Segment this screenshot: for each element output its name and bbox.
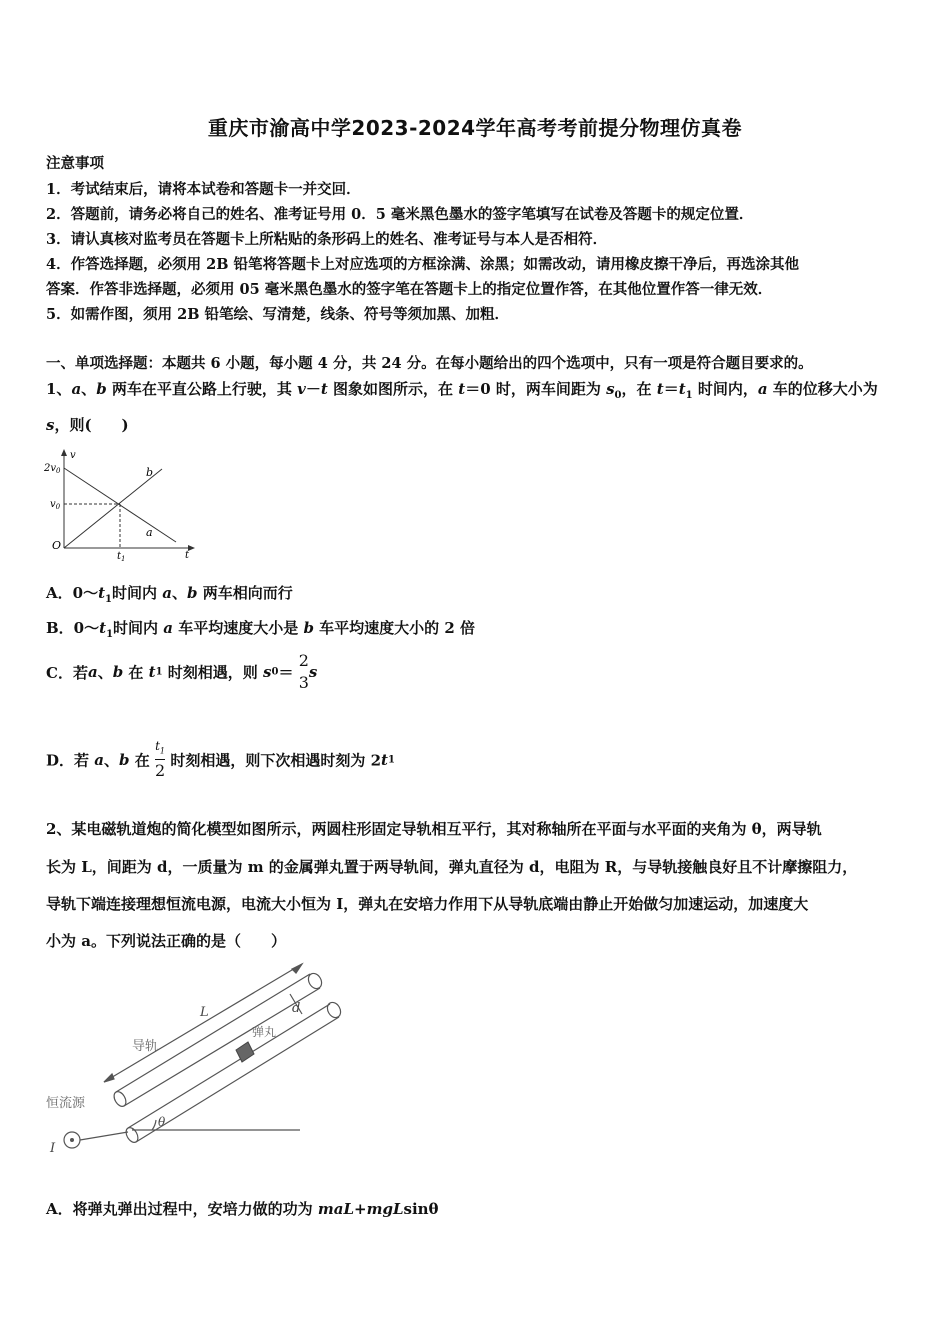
tick-2v0: $2v_0$	[44, 463, 61, 475]
label-bullet: 弹丸	[252, 1025, 277, 1039]
section-heading: 一、单项选择题：本题共 6 小题，每小题 4 分，共 24 分。在每小题给出的四个选项中，只有一项是符合题目要求的。	[46, 355, 813, 372]
label-d: d	[292, 1001, 301, 1016]
page-title: 重庆市渝高中学2023-2024学年高考考前提分物理仿真卷	[207, 116, 743, 140]
question-2-stem-line2: 长为 L，间距为 d，一质量为 m 的金属弹丸置于两导轨间，弹丸直径为 d，电阻为 R，与导轨接触良好且不计摩擦阻力，	[46, 858, 858, 876]
question-2-stem-line4: 小为 a。下列说法正确的是（ ）	[46, 932, 286, 950]
label-rail: 导轨	[132, 1039, 159, 1054]
option-b[interactable]: B．$0\sim t_1$时间内 a 车平均速度大小是 b 车平均速度大小的 2 倍	[46, 619, 476, 640]
theta-arc	[152, 1120, 156, 1130]
label-L: L	[200, 1005, 209, 1020]
label-theta: θ	[158, 1115, 166, 1129]
length-dimension	[104, 964, 302, 1082]
question-2-stem-line3: 导轨下端连接理想恒流电源，电流大小恒为 I，弹丸在安培力作用下从导轨底端由静止开始做匀加速运动，加速度大	[46, 895, 809, 913]
question-1-stem-line2: s，则( )	[46, 416, 129, 434]
option-d[interactable]: D．若 a、b 在 $\frac{t_1}{2}$ 时刻相遇，则下次相遇时刻为 2t1	[46, 739, 395, 781]
t-axis-label: t	[185, 550, 190, 561]
tick-t1: $t_1$	[117, 551, 126, 563]
question-1-stem: 1、a、b 两车在平直公路上行驶，其 v－t 图象如图所示，在 t＝0 时，两车间距为 $s_0$，在 $t=t_1$ 时间内，a 车的位移大小为	[46, 380, 878, 401]
notice-item: 5．如需作图，须用 2B 铅笔绘、写清楚，线条、符号等须加黑、加粗．	[46, 306, 510, 323]
upper-rail-edge	[116, 974, 310, 1092]
option-c[interactable]: C．若a、b 在 t1 时刻相遇，则 s0＝ 2 3 s	[46, 651, 318, 692]
vt-graph	[40, 448, 200, 563]
notice-item: 答案．作答非选择题，必须用 05 毫米黑色墨水的签字笔在答题卡上的指定位置作答，在其他位置作答一律无效．	[46, 281, 773, 298]
fraction-2-3: 2 3	[298, 651, 309, 692]
question-2-stem-line1: 2、某电磁轨道炮的简化模型如图所示，两圆柱形固定导轨相互平行，其对称轴所在平面与水平面的夹角为 θ，两导轨	[46, 820, 822, 838]
line-b-label: b	[146, 466, 154, 479]
tick-v0: $v_0$	[50, 499, 61, 511]
notice-item: 1．考试结束后，请将本试卷和答题卡一并交回．	[46, 181, 361, 198]
lower-rail-edge	[136, 1017, 339, 1142]
v-axis-label: v	[70, 450, 76, 461]
label-source: 恒流源	[46, 1096, 86, 1111]
fraction-t1-2: $\frac{t_1}{2}$	[154, 739, 166, 781]
bullet	[236, 1042, 254, 1062]
notice-item: 4．作答选择题，必须用 2B 铅笔将答题卡上对应选项的方框涂满、涂黑；如需改动，请用橡皮擦干净后，再选涂其他	[46, 256, 800, 273]
notice-item: 2．答题前，请务必将自己的姓名、准考证号用 0．5 毫米黑色墨水的签字笔填写在试卷及答题卡的规定位置．	[46, 206, 754, 223]
option-a[interactable]: A．$0\sim t_1$时间内 a、b 两车相向而行	[46, 584, 293, 605]
origin-label: O	[52, 539, 62, 552]
q2-option-a[interactable]: A．将弹丸弹出过程中，安培力做的功为 maL+mgLsinθ	[46, 1200, 439, 1218]
notice-item: 3．请认真核对监考员在答题卡上所粘贴的条形码上的姓名、准考证号与本人是否相符．	[46, 231, 608, 248]
notice-heading: 注意事项	[46, 155, 104, 172]
line-a-label: a	[146, 526, 153, 539]
label-I: I	[50, 1141, 56, 1156]
railgun-figure	[40, 960, 350, 1160]
